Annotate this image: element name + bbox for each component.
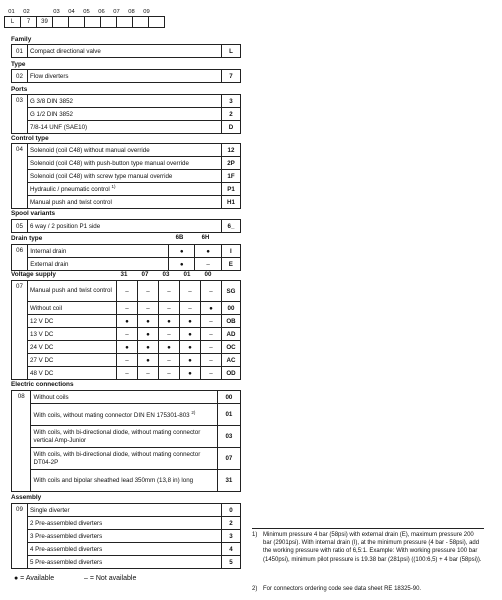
row-code: E: [221, 258, 240, 271]
voltage-col: 31: [120, 271, 128, 278]
voltage-col: 01: [183, 271, 191, 278]
row-code: OB: [222, 315, 241, 328]
table-row: [12, 315, 241, 328]
row-code: 00: [222, 302, 241, 315]
table-row: [12, 302, 241, 315]
row-desc-text: With coils, without mating connector DIN EN 175301-803: [33, 412, 190, 420]
row-num: 08: [12, 391, 31, 492]
avail-cell: ●: [159, 341, 180, 354]
pos-09: 09: [143, 8, 150, 15]
spool-table: [11, 219, 241, 233]
avail-cell: ●: [138, 328, 159, 341]
footnote-2: [252, 585, 484, 593]
avail-cell: –: [117, 367, 138, 380]
table-row: [12, 183, 241, 196]
code-box-04: [69, 17, 85, 28]
footnote-ref: 1): [111, 184, 116, 190]
row-code: AD: [222, 328, 241, 341]
row-num: 06: [12, 245, 28, 271]
pos-08: 08: [128, 8, 135, 15]
table-row: [12, 354, 241, 367]
table-row: [12, 220, 241, 233]
code-box-09: [149, 17, 165, 28]
pos-04: 04: [68, 8, 75, 15]
avail-cell: –: [159, 328, 180, 341]
table-row: [12, 504, 241, 517]
table-row: [12, 470, 241, 492]
row-code: AC: [222, 354, 241, 367]
row-code: P1: [222, 183, 241, 196]
row-num: 09: [12, 504, 28, 569]
avail-cell: –: [117, 328, 138, 341]
avail-cell: ●: [201, 302, 222, 315]
avail-cell: ●: [180, 315, 201, 328]
avail-cell: –: [201, 328, 222, 341]
table-row: [12, 258, 241, 271]
type-title: Type: [11, 61, 26, 68]
drain-table: [11, 244, 241, 271]
family-title: Family: [11, 36, 32, 43]
avail-cell: –: [201, 341, 222, 354]
voltage-col: 07: [141, 271, 149, 278]
avail-cell: –: [201, 354, 222, 367]
row-desc: 12 V DC: [28, 315, 117, 328]
voltage-col: 03: [162, 271, 170, 278]
type-table: [11, 69, 241, 83]
table-row: [12, 391, 241, 404]
drain-col-6h: 6H: [201, 235, 210, 241]
table-row: [12, 530, 241, 543]
row-code: 7: [222, 70, 241, 83]
avail-cell: ●: [169, 258, 195, 271]
table-row: [12, 448, 241, 470]
footnote-1: [252, 531, 484, 564]
row-code: OC: [222, 341, 241, 354]
row-desc: G 1/2 DIN 3852: [28, 108, 222, 121]
table-row: [12, 170, 241, 183]
row-desc: Without coils: [31, 391, 217, 404]
control-title: Control type: [11, 135, 49, 142]
voltage-table: [11, 280, 241, 380]
row-code: 03: [217, 426, 240, 448]
table-row: [12, 341, 241, 354]
footnote-mark: 1): [252, 532, 258, 538]
avail-cell: ●: [138, 341, 159, 354]
row-desc: Without coil: [28, 302, 117, 315]
avail-cell: ●: [138, 354, 159, 367]
table-row: [12, 70, 241, 83]
row-desc: Solenoid (coil C48) without manual override: [28, 144, 222, 157]
row-desc: With coils, with bi-directional diode, without mating connector vertical Amp-Junior: [31, 426, 217, 448]
row-code: 2P: [222, 157, 241, 170]
footnote-divider: [252, 528, 484, 529]
row-code: 5: [222, 556, 241, 569]
avail-cell: ●: [180, 341, 201, 354]
row-code: D: [222, 121, 241, 134]
row-code: 0: [222, 504, 241, 517]
row-desc: 4 Pre-assembled diverters: [28, 543, 222, 556]
table-row: [12, 281, 241, 302]
avail-cell: –: [159, 281, 180, 302]
row-desc: Manual push and twist control: [28, 196, 222, 209]
code-box-02: 7: [21, 17, 37, 28]
avail-cell: ●: [180, 328, 201, 341]
row-desc: 3 Pre-assembled diverters: [28, 530, 222, 543]
ports-title: Ports: [11, 86, 28, 93]
row-desc: Single diverter: [28, 504, 222, 517]
avail-cell: –: [117, 354, 138, 367]
avail-cell: –: [138, 281, 159, 302]
drain-title: Drain type: [11, 235, 43, 242]
row-code: 2: [222, 517, 241, 530]
code-box-06: [101, 17, 117, 28]
spool-title: Spool variants: [11, 210, 56, 217]
code-box-01: L: [5, 17, 21, 28]
avail-cell: –: [159, 302, 180, 315]
row-code: 07: [217, 448, 240, 470]
row-desc: 6 way / 2 position P1 side: [28, 220, 222, 233]
row-num: 03: [12, 95, 28, 134]
assembly-title: Assembly: [11, 494, 42, 501]
avail-cell: ●: [117, 315, 138, 328]
table-row: [12, 426, 241, 448]
row-desc: [28, 183, 222, 196]
avail-cell: –: [159, 354, 180, 367]
table-row: [12, 196, 241, 209]
avail-cell: –: [180, 281, 201, 302]
row-desc: 27 V DC: [28, 354, 117, 367]
row-desc: 24 V DC: [28, 341, 117, 354]
row-code: H1: [222, 196, 241, 209]
row-desc: Solenoid (coil C48) with screw type manual override: [28, 170, 222, 183]
row-desc: 5 Pre-assembled diverters: [28, 556, 222, 569]
row-desc-text: Hydraulic / pneumatic control: [30, 186, 110, 194]
row-code: OD: [222, 367, 241, 380]
row-desc: 13 V DC: [28, 328, 117, 341]
row-desc: [31, 404, 217, 426]
row-desc: External drain: [28, 258, 169, 271]
voltage-title: Voltage supply: [11, 271, 56, 278]
row-desc: G 3/8 DIN 3852: [28, 95, 222, 108]
row-num: 01: [12, 45, 28, 58]
row-code: 2: [222, 108, 241, 121]
row-code: 00: [217, 391, 240, 404]
avail-cell: ●: [117, 341, 138, 354]
electric-table: [11, 390, 241, 492]
table-row: [12, 517, 241, 530]
row-code: L: [222, 45, 241, 58]
avail-cell: ●: [180, 367, 201, 380]
table-row: [12, 404, 241, 426]
drain-col-6b: 6B: [175, 235, 184, 241]
row-desc: 2 Pre-assembled diverters: [28, 517, 222, 530]
avail-cell: ●: [195, 245, 221, 258]
code-box-07: [117, 17, 133, 28]
row-code: 1F: [222, 170, 241, 183]
assembly-table: [11, 503, 241, 569]
row-desc: With coils and bipolar sheathed lead 350mm (13,8 in) long: [31, 470, 217, 492]
row-num: 04: [12, 144, 28, 209]
row-desc: Solenoid (coil C48) with push-button type manual override: [28, 157, 222, 170]
row-code: 6_: [222, 220, 241, 233]
code-boxes: [4, 16, 165, 28]
table-row: [12, 157, 241, 170]
ports-table: [11, 94, 241, 134]
code-box-08: [133, 17, 149, 28]
row-desc: Internal drain: [28, 245, 169, 258]
pos-06: 06: [98, 8, 105, 15]
row-desc: With coils, with bi-directional diode, without mating connector DT04-2P: [31, 448, 217, 470]
pos-03: 03: [53, 8, 60, 15]
code-header: [4, 8, 165, 28]
legend-not-available: – = Not available: [84, 575, 137, 582]
table-row: [12, 328, 241, 341]
row-desc: Flow diverters: [28, 70, 222, 83]
pos-07: 07: [113, 8, 120, 15]
table-row: [12, 543, 241, 556]
footnote-text: For connectors ordering code see data sheet RE 18325-90.: [263, 586, 422, 592]
avail-cell: –: [138, 367, 159, 380]
table-row: [12, 108, 241, 121]
avail-cell: ●: [169, 245, 195, 258]
row-code: 3: [222, 530, 241, 543]
footnote-mark: 2): [252, 586, 258, 592]
row-desc: 48 V DC: [28, 367, 117, 380]
table-row: [12, 367, 241, 380]
row-desc: Manual push and twist control: [28, 281, 117, 302]
avail-cell: –: [159, 367, 180, 380]
row-num: 05: [12, 220, 28, 233]
row-code: 12: [222, 144, 241, 157]
avail-cell: –: [180, 302, 201, 315]
legend-available: ● = Available: [14, 575, 55, 582]
row-num: 02: [12, 70, 28, 83]
row-code: 4: [222, 543, 241, 556]
pos-01: 01: [8, 8, 15, 15]
row-code: 01: [217, 404, 240, 426]
avail-cell: –: [201, 367, 222, 380]
table-row: [12, 121, 241, 134]
table-row: [12, 45, 241, 58]
row-code: I: [221, 245, 240, 258]
avail-cell: –: [201, 315, 222, 328]
avail-cell: ●: [159, 315, 180, 328]
code-box-03: [53, 17, 69, 28]
table-row: [12, 245, 241, 258]
footnote-text: Minimum pressure 4 bar (58psi) with external drain (E), maximum pressure 200 bar (2901psi). With internal drain (I), at the minimum pressure (4 bar - 58psi), add the working pressure with ratio of 6,5:1. Example: With working pressure 100 bar (1450psi), minimum pilot pressure is 19.38 bar (281psi) ((100:6,5) + 4 bar (58psi)).: [263, 532, 482, 563]
avail-cell: –: [201, 281, 222, 302]
footnote-ref: 2): [191, 409, 196, 415]
code-box-02b: 39: [37, 17, 53, 28]
row-code: 3: [222, 95, 241, 108]
row-code: 31: [217, 470, 240, 492]
electric-title: Electric connections: [11, 381, 74, 388]
row-num: 07: [12, 281, 28, 380]
avail-cell: ●: [138, 315, 159, 328]
code-positions: [4, 8, 154, 15]
row-desc: 7/8-14 UNF (SAE10): [28, 121, 222, 134]
row-code: SG: [222, 281, 241, 302]
table-row: [12, 556, 241, 569]
family-table: [11, 44, 241, 58]
avail-cell: –: [117, 281, 138, 302]
pos-02b: [34, 8, 49, 15]
avail-cell: –: [117, 302, 138, 315]
pos-05: 05: [83, 8, 90, 15]
table-row: [12, 95, 241, 108]
control-table: [11, 143, 241, 209]
row-desc: Compact directional valve: [28, 45, 222, 58]
voltage-col: 00: [204, 271, 212, 278]
table-row: [12, 144, 241, 157]
avail-cell: –: [195, 258, 221, 271]
code-box-05: [85, 17, 101, 28]
avail-cell: ●: [180, 354, 201, 367]
avail-cell: –: [138, 302, 159, 315]
pos-02: 02: [23, 8, 30, 15]
